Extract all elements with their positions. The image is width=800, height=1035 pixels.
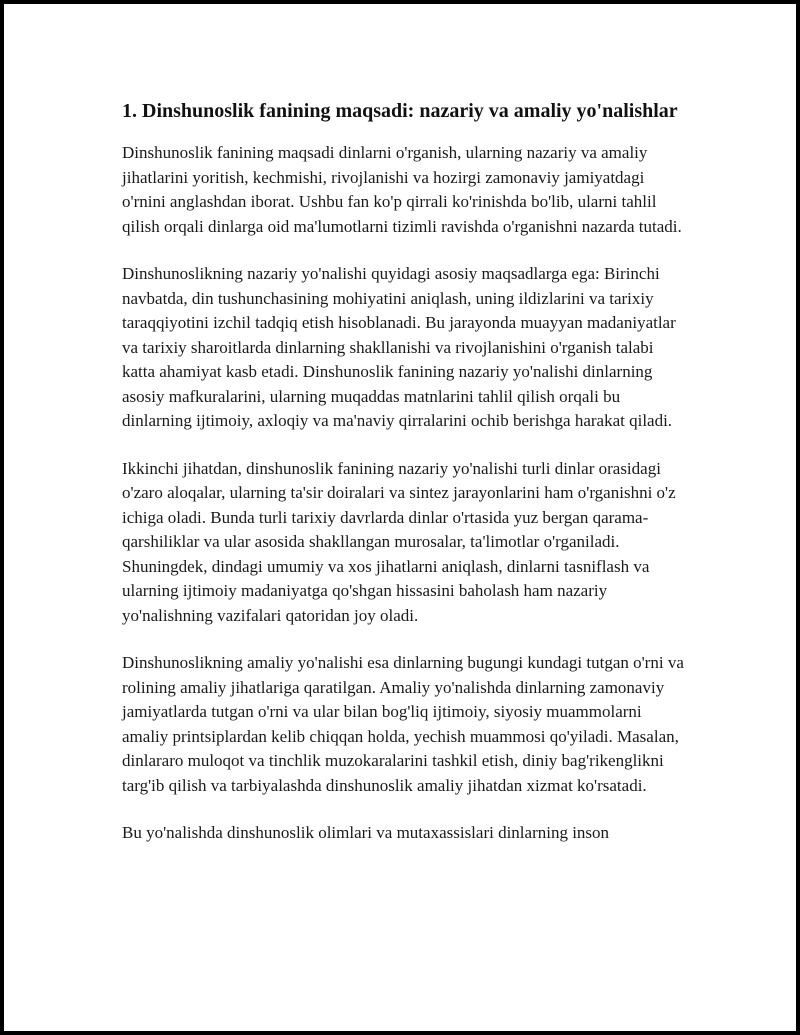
paragraph: Bu yo'nalishda dinshunoslik olimlari va mutaxassislari dinlarning inson: [122, 823, 610, 842]
paragraph: Dinshunoslikning nazariy yo'nalishi quyidagi asosiy maqsadlarga ega: Birinchi navbatda, din tushunchasining mohiyatini aniqlash, uning ildizlarini va tarixiy taraqqiyotini izchil tadqiq etish hisoblanadi. Bu jarayonda muayyan madaniyatlar va tarixiy sharoitlarda dinlarning shakllanishi va rivojlanishini o'rganish talabi katta ahamiyat kasb etadi. Dinshunoslik fanining nazariy yo'nalishi dinlarning asosiy mafkuralarini, ularning muqaddas matnlarini tahlil qilish orqali bu dinlarning ijtimoiy, axloqiy va ma'naviy qirralarini ochib berishga harakat qiladi.: [122, 264, 676, 430]
paragraph: Ikkinchi jihatdan, dinshunoslik fanining nazariy yo'nalishi turli dinlar orasidagi o'zaro aloqalar, ularning ta'sir doiralari va sintez jarayonlarini ham o'rganishni o'z ichiga oladi. Bunda turli tarixiy davrlarda dinlar o'rtasida yuz bergan qarama-qarshiliklar va ular asosida shakllangan murosalar, ta'limotlar o'rganiladi. Shuningdek, dindagi umumiy va xos jihatlarni aniqlash, dinlarni tasniflash va ularning ijtimoiy madaniyatga qo'shgan hissasini baholash ham nazariy yo'nalishning vazifalari qatoridan joy oladi.: [122, 458, 676, 625]
paragraph: Dinshunoslikning amaliy yo'nalishi esa dinlarning bugungi kundagi tutgan o'rni va rolining amaliy jihatlariga qaratilgan. Amaliy yo'nalishda dinlarning zamonaviy jamiyatlarda tutgan o'rni va ular bilan bog'liq ijtimoiy, siyosiy muammolarni amaliy printsiplardan kelib chiqqan holda, yechish muammosi qo'yiladi. Masalan, dinlararo muloqot va tinchlik muzokaralarini tashkil etish, diniy bag'rikenglikni targ'ib qilish va tarbiyalashda dinshunoslik amaliy jihatdan xizmat ko'rsatadi.: [122, 653, 684, 795]
paragraph: Dinshunoslik fanining maqsadi dinlarni o'rganish, ularning nazariy va amaliy jihatlarini yoritish, kechmishi, rivojlanishi va hozirgi zamonaviy jamiyatdagi o'rnini anglashdan iborat. Ushbu fan ko'p qirrali ko'rinishda bo'lib, ularni tahlil qilish orqali dinlarga oid ma'lumotlarni tizimli ravishda o'rganishni nazarda tutadi.: [122, 143, 682, 236]
section-heading: 1. Dinshunoslik fanining maqsadi: nazariy va amaliy yo'nalishlar: [122, 100, 678, 122]
page-content: [122, 97, 688, 869]
